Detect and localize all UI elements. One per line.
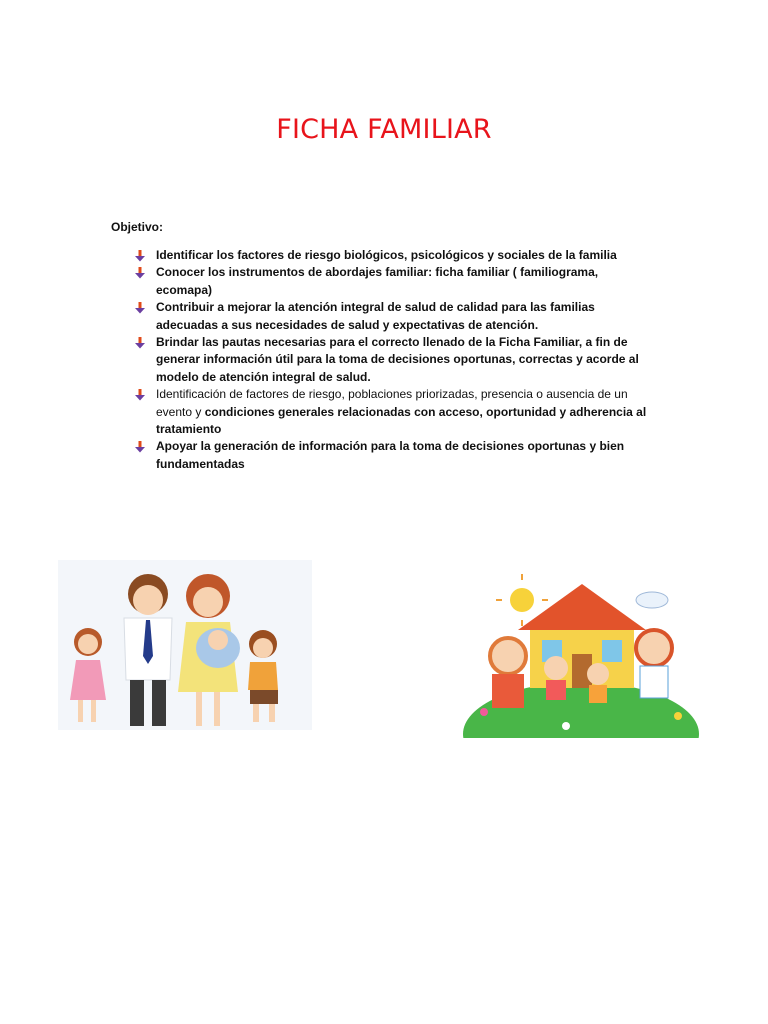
objectives-list (134, 247, 654, 473)
list-item-text: Identificar los factores de riesgo biológicos, psicológicos y sociales de la familia (156, 248, 617, 262)
document-title: FICHA FAMILIAR (276, 114, 492, 145)
arrow-down-bullet-icon (134, 389, 146, 401)
arrow-down-bullet-icon (134, 250, 146, 262)
list-item (134, 438, 654, 473)
list-item-text-bold: condiciones generales relacionadas con acceso, oportunidad y adherencia al tratamiento (156, 404, 647, 437)
house-family-illustration (456, 566, 706, 738)
objective-label: Objetivo: (111, 220, 164, 234)
list-item-text: Brindar las pautas necesarias para el correcto llenado de la Ficha Familiar, a fin de generar información útil para la toma de decisiones oportunas, correctas y acorde al modelo de atención integral de salud. (156, 335, 639, 384)
list-item (134, 386, 654, 438)
arrow-down-bullet-icon (134, 267, 146, 279)
list-item (134, 247, 654, 264)
list-item (134, 264, 654, 299)
list-item-text: Apoyar la generación de información para la toma de decisiones oportunas y bien fundamentadas (156, 439, 625, 471)
list-item (134, 299, 654, 334)
list-item-text: Conocer los instrumentos de abordajes familiar: ficha familiar ( familiograma, ecomapa) (156, 265, 599, 297)
list-item-text: Contribuir a mejorar la atención integral de salud de calidad para las familias adecuadas a sus necesidades de salud y expectativas de atención. (156, 300, 595, 332)
arrow-down-bullet-icon (134, 337, 146, 349)
family-illustration (58, 560, 312, 730)
list-item (134, 334, 654, 386)
list-item-text: Identificación de factores de riesgo, poblaciones priorizadas, presencia o ausencia de un evento y (156, 387, 628, 419)
arrow-down-bullet-icon (134, 441, 146, 453)
arrow-down-bullet-icon (134, 302, 146, 314)
